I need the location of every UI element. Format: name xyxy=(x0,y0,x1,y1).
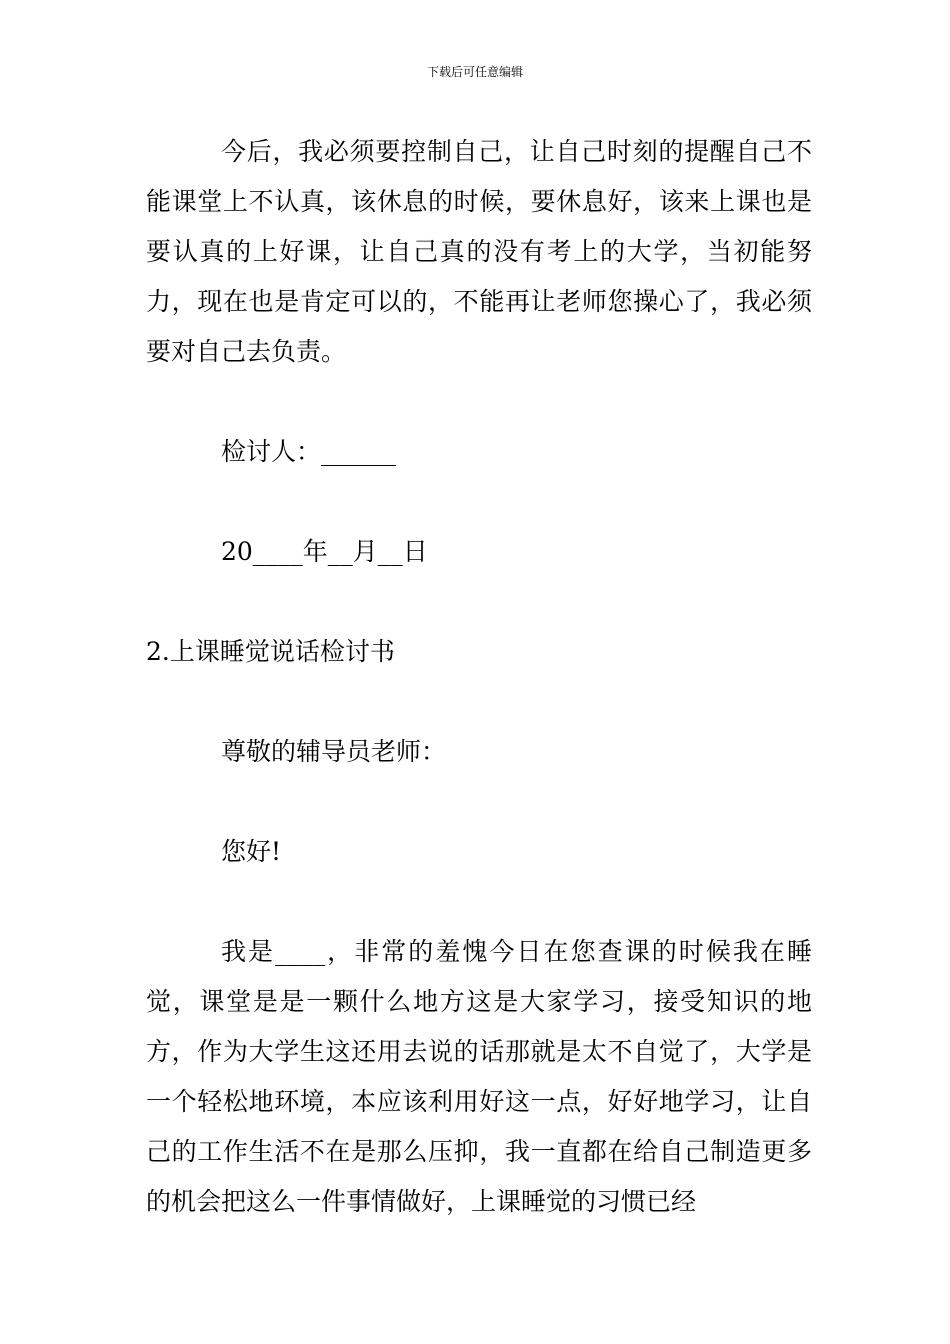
greeting: 您好! xyxy=(221,837,282,866)
signer-line: 检讨人：______ xyxy=(221,437,397,466)
page-header: 下载后可任意编辑 xyxy=(426,65,523,79)
document-body xyxy=(146,127,812,1227)
paragraph-confession: 我是____，非常的羞愧今日在您查课的时候我在睡觉，课堂是是一颗什么地方这是大家学习，接受知识的地方，作为大学生这还用去说的话那就是太不自觉了，大学是一个轻松地环境，本应该利用好这一点，好好地学习，让自己的工作生活不在是那么压抑，我一直都在给自己制造更多的机会把这么一件事情做好，上课睡觉的习惯已经 xyxy=(146,937,812,1216)
section-heading: 2.上课睡觉说话检讨书 xyxy=(146,637,395,666)
salutation: 尊敬的辅导员老师： xyxy=(221,737,447,766)
date-line: 20____年__月__日 xyxy=(221,537,428,566)
paragraph-resolution: 今后，我必须要控制自己，让自己时刻的提醒自己不能课堂上不认真，该休息的时候，要休息好，该来上课也是要认真的上好课，让自己真的没有考上的大学，当初能努力，现在也是肯定可以的，不能再让老师您操心了，我必须要对自己去负责。 xyxy=(146,137,812,366)
